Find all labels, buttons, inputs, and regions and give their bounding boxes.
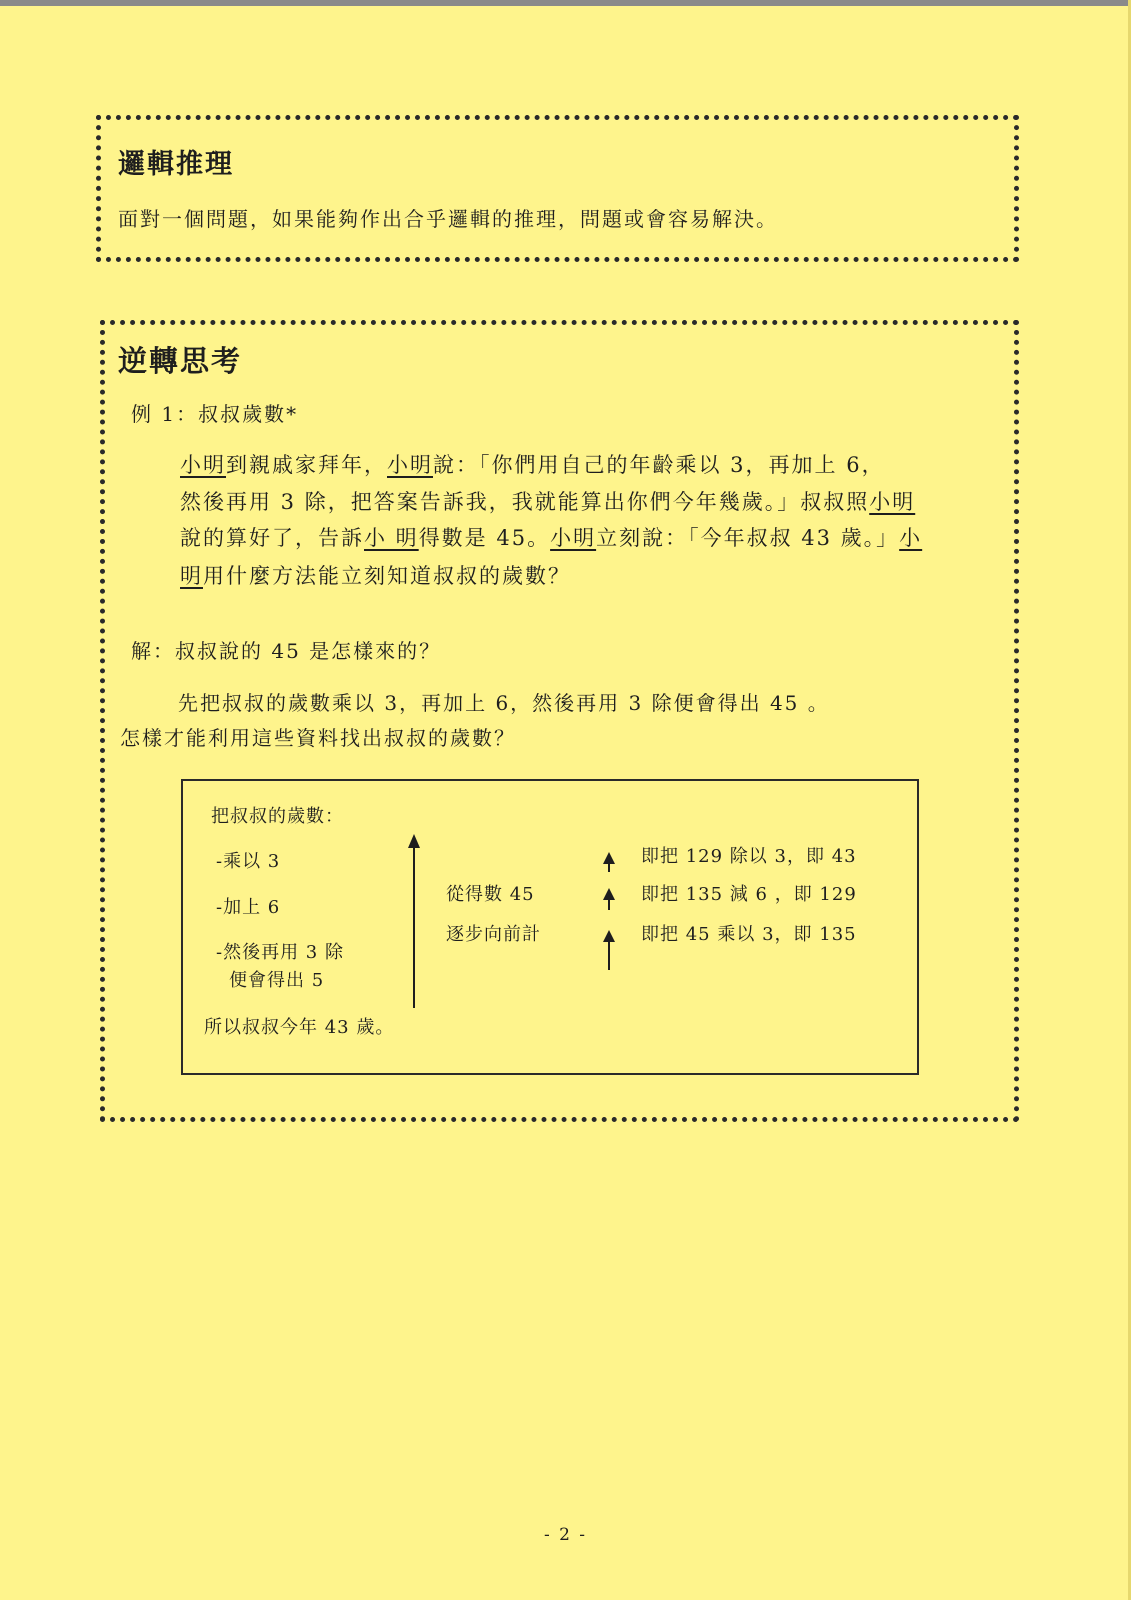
box-step-add: -加上 6	[216, 897, 281, 918]
up-arrow-icon	[603, 852, 615, 872]
box-step-divide: -然後再用 3 除	[216, 942, 344, 963]
up-arrow-icon	[603, 930, 615, 970]
box-mid-line-2: 逐步向前計	[446, 924, 541, 945]
name-xiaoming: 小明	[180, 453, 226, 477]
solution-line-1: 解：叔叔說的 45 是怎樣來的？	[131, 639, 442, 663]
problem-text: 到親戚家拜年，	[226, 453, 387, 477]
box-step-result: 便會得出 5	[229, 970, 325, 991]
name-xiaoming: 小明	[387, 453, 433, 477]
reverse-thinking-title: 逆轉思考	[118, 344, 243, 378]
name-xiaoming: 明	[180, 564, 203, 588]
up-arrow-icon	[408, 834, 420, 1008]
name-xiaoming: 小明	[550, 526, 597, 550]
problem-text: 立刻說：「今年叔叔 43 歲。」	[596, 526, 900, 550]
up-arrow-icon	[603, 888, 615, 910]
box-right-line-1: 即把 129 除以 3，即 43	[641, 846, 857, 867]
name-xiaoming: 小 明	[364, 526, 419, 550]
name-xiaoming: 小	[899, 526, 923, 550]
box-left-title: 把叔叔的歲數：	[211, 806, 344, 827]
solution-line-3: 怎樣才能利用這些資料找出叔叔的歲數？	[120, 726, 516, 750]
box-right-line-3: 即把 45 乘以 3，即 135	[641, 924, 857, 945]
box-right-line-2: 即把 135 減 6 ，即 129	[641, 884, 857, 905]
problem-text: 然後再用 3 除，把答案告訴我，我就能算出你們今年幾歲。」叔叔照	[180, 490, 870, 514]
problem-text: 說的算好了，告訴	[180, 526, 364, 550]
page-number: - 2 -	[543, 1525, 588, 1545]
logic-reasoning-text: 面對一個問題，如果能夠作出合乎邏輯的推理，問題或會容易解決。	[118, 207, 778, 231]
box-conclusion: 所以叔叔今年 43 歲。	[204, 1017, 395, 1038]
solution-line-2: 先把叔叔的歲數乘以 3，再加上 6，然後再用 3 除便會得出 45 。	[178, 691, 830, 715]
problem-text: 得數是 45。	[418, 526, 551, 550]
logic-reasoning-title: 邏輯推理	[118, 149, 234, 180]
problem-text: 用什麼方法能立刻知道叔叔的歲數？	[203, 564, 571, 588]
name-xiaoming: 小明	[869, 490, 916, 514]
box-mid-line-1: 從得數 45	[446, 884, 535, 905]
box-step-multiply: -乘以 3	[216, 851, 281, 872]
problem-text: 說：「你們用自己的年齡乘以 3，再加上 6，	[433, 453, 885, 477]
example-label: 例 1：叔叔歲數*	[131, 402, 299, 426]
